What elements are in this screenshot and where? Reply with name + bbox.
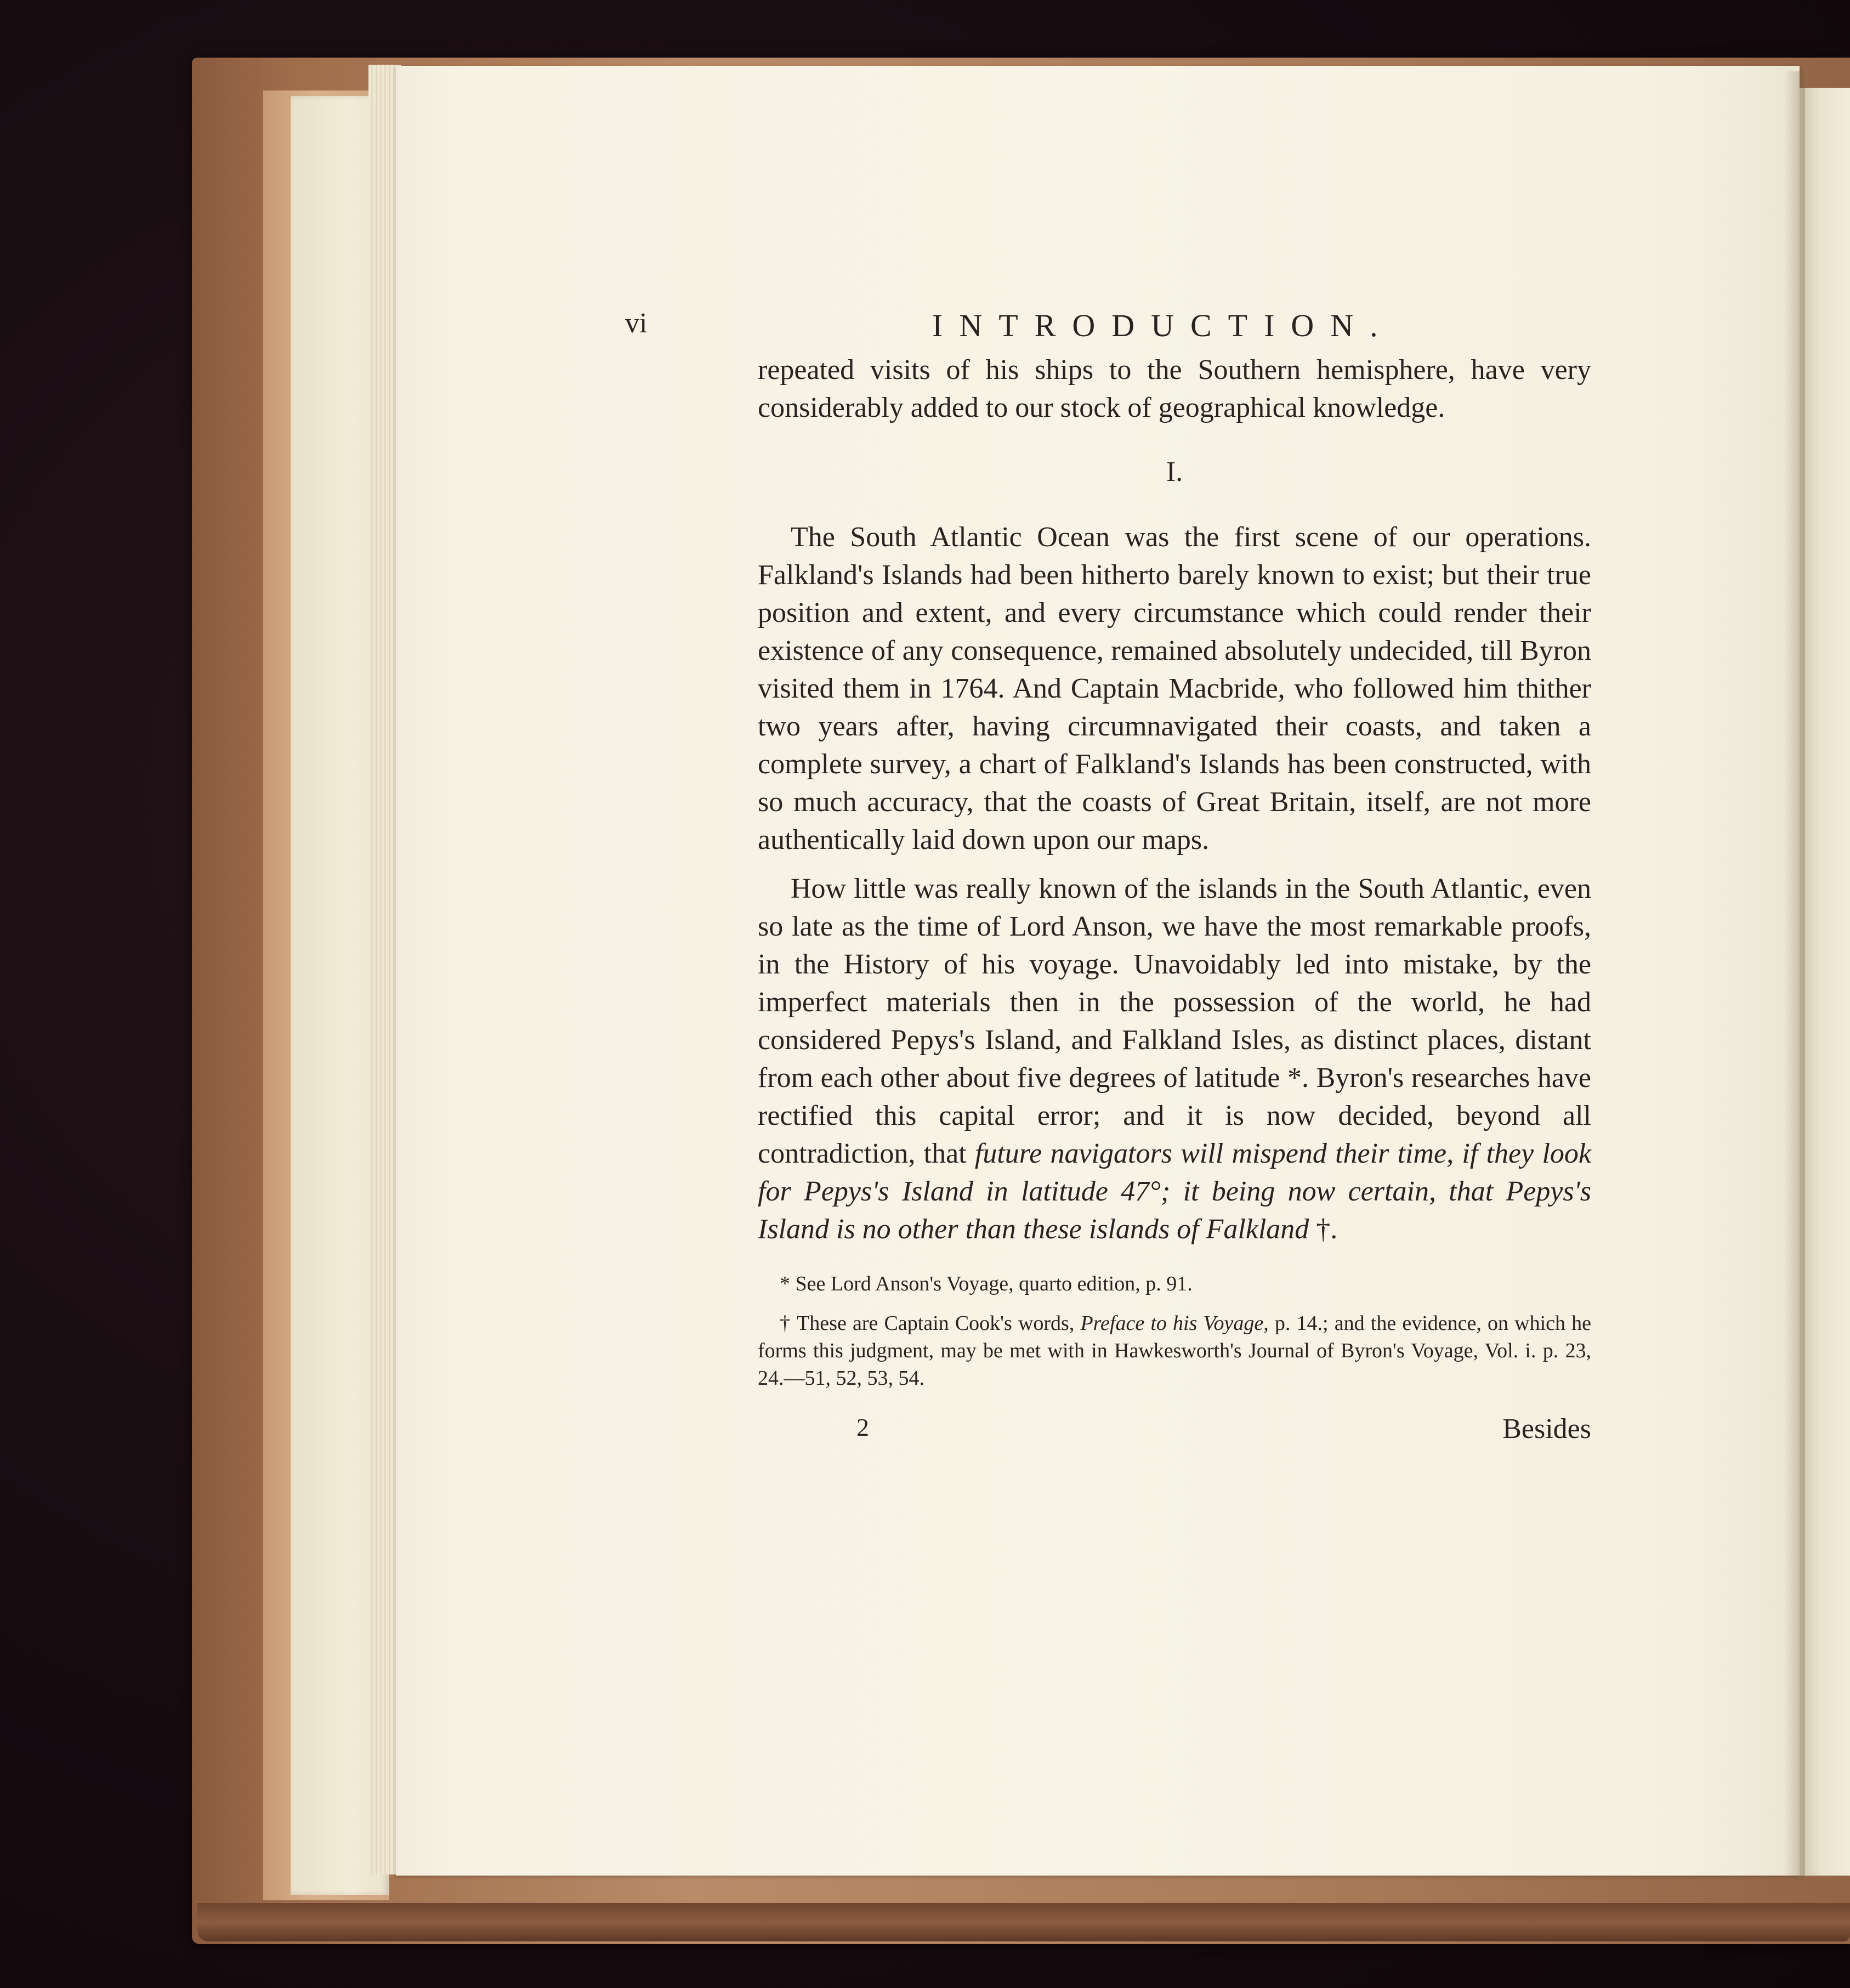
cover-bottom-edge [197,1903,1850,1941]
text-block [758,351,1591,1451]
catchline [758,1413,1591,1451]
paragraph-end: †. [1309,1214,1338,1245]
page-folio: vi [625,308,648,339]
footnote-text-continued: p. 14.; and the evidence, on which he forms this judgment, may be met with in Hawkesworth's Journal of Byron's Voyage, Vol. i. p. 23, 24.—51, 52, 53, 54. [758,1312,1591,1390]
running-head [625,307,1590,351]
facing-page-edge [1800,88,1850,1876]
page-title: INTRODUCTION. [932,308,1394,343]
paragraph-anson-voyage [758,870,1591,1248]
paragraph-text: How little was really known of the islands in the South Atlantic, even so late as the time of Lord Anson, we have the most remarkable proofs, in the History of his voyage. Unavoidably led into mistake, by the imperfect materials then in the possession of the world, he had considered Pepys's Island, and Falkland Isles, as distinct places, distant from each other about five degrees of latitude *. Byron's researches have rectified this capital error; and it is now decided, beyond all contradiction, that [758,873,1591,1169]
paragraph-continued: repeated visits of his ships to the Southern hemisphere, have very considerably added to our stock of geographical knowledge. [758,354,1591,423]
paragraph-falkland-islands: The South Atlantic Ocean was the first scene of our operations. Falkland's Islands had been hitherto barely known to exist; but their true position and extent, and every circumstance which could render their existence of any consequence, remained absolutely undecided, till Byron visited them in 1764. And Captain Macbride, who followed him thither two years after, having circumnavigated their coasts, and taken a complete survey, a chart of Falkland's Islands has been constructed, with so much accuracy, that the coasts of Great Britain, itself, are not more authentically laid down upon our maps. [758,522,1591,856]
paragraph-italic-quote: future navigators will mispend their time, if they look for Pepys's Island in latitude 47°; it being now certain, that Pepys's Island is no other than these islands of Falkland [758,1138,1592,1245]
footnotes [758,1270,1591,1392]
footnote-1: * See Lord Anson's Voyage, quarto edition, p. 91. [780,1272,1193,1295]
footnote-text: † These are Captain Cook's words, [780,1312,1075,1335]
gutter-shadow [1783,71,1805,1881]
catchword: Besides [1502,1413,1591,1445]
footnote-2 [758,1310,1591,1392]
signature-mark: 2 [856,1413,869,1441]
section-number: I. [1166,456,1183,488]
footnote-italic-title: Preface to his Voyage, [1080,1312,1269,1335]
